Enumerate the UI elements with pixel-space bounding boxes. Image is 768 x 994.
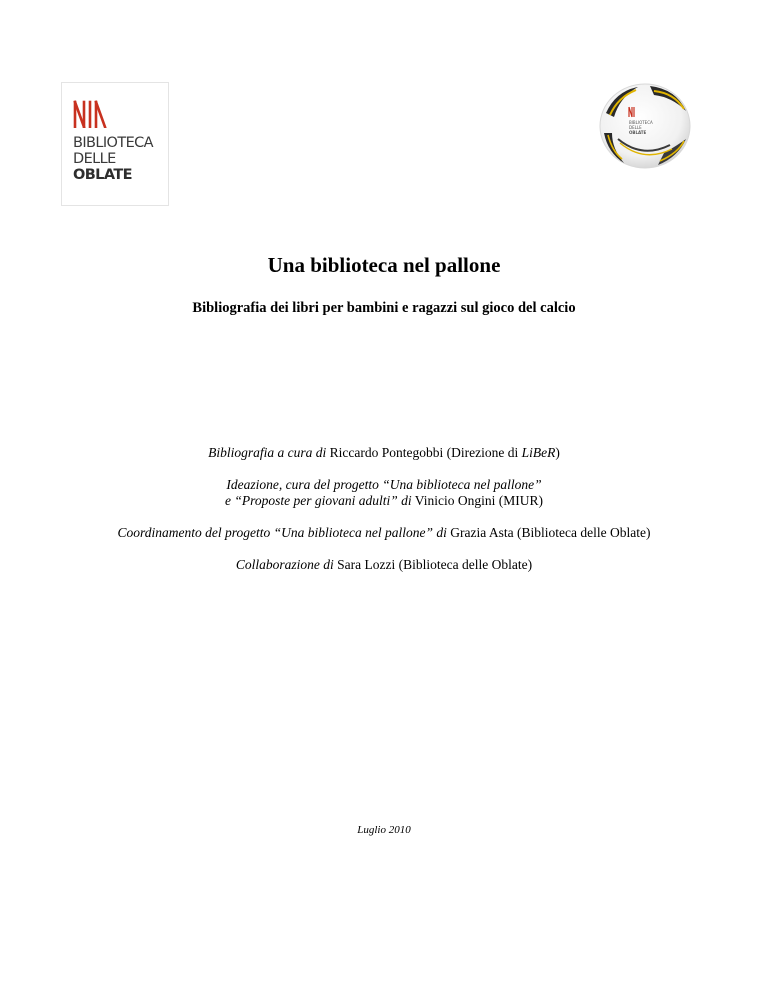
credit-role: Collaborazione di	[235, 557, 334, 572]
credit-collaboration	[0, 557, 768, 573]
football-image	[598, 83, 692, 169]
credit-role-line1: Ideazione, cura del progetto “Una biblioteca nel pallone”	[226, 477, 542, 492]
publication-date: Luglio 2010	[357, 824, 411, 836]
credit-bibliography	[0, 445, 768, 461]
credit-role-line2: e “Proposte per giovani adulti” di	[225, 493, 412, 508]
document-title: Una biblioteca nel pallone	[267, 253, 501, 277]
ball-logo-line-1: BIBLIOTECA	[629, 120, 653, 125]
credit-name: Riccardo Pontegobbi (Direzione di	[326, 445, 522, 460]
logo-line-oblate: OBLATE	[73, 167, 132, 183]
credit-end: )	[555, 445, 560, 460]
credit-name: Grazia Asta (Biblioteca delle Oblate)	[446, 525, 651, 540]
document-subtitle: Bibliografia dei libri per bambini e ragazzi sul gioco del calcio	[192, 300, 576, 316]
credit-role: Bibliografia a cura di	[208, 445, 327, 460]
credit-org: LiBeR	[521, 445, 556, 460]
ball-logo-line-2: DELLE	[629, 125, 642, 130]
credit-name: Vinicio Ongini (MIUR)	[411, 493, 543, 508]
credit-coordination	[0, 525, 768, 541]
ball-logo-line-3: OBLATE	[629, 130, 647, 135]
library-logo	[62, 83, 168, 205]
credit-role: Coordinamento del progetto “Una biblioteca nel pallone” di	[117, 525, 447, 540]
credit-name: Sara Lozzi (Biblioteca delle Oblate)	[333, 557, 533, 572]
logo-mark-icon	[73, 100, 107, 128]
logo-line-delle: DELLE	[73, 151, 116, 167]
logo-line-biblioteca: BIBLIOTECA	[73, 135, 154, 151]
logo-text	[73, 135, 153, 183]
credit-ideation	[0, 477, 768, 509]
